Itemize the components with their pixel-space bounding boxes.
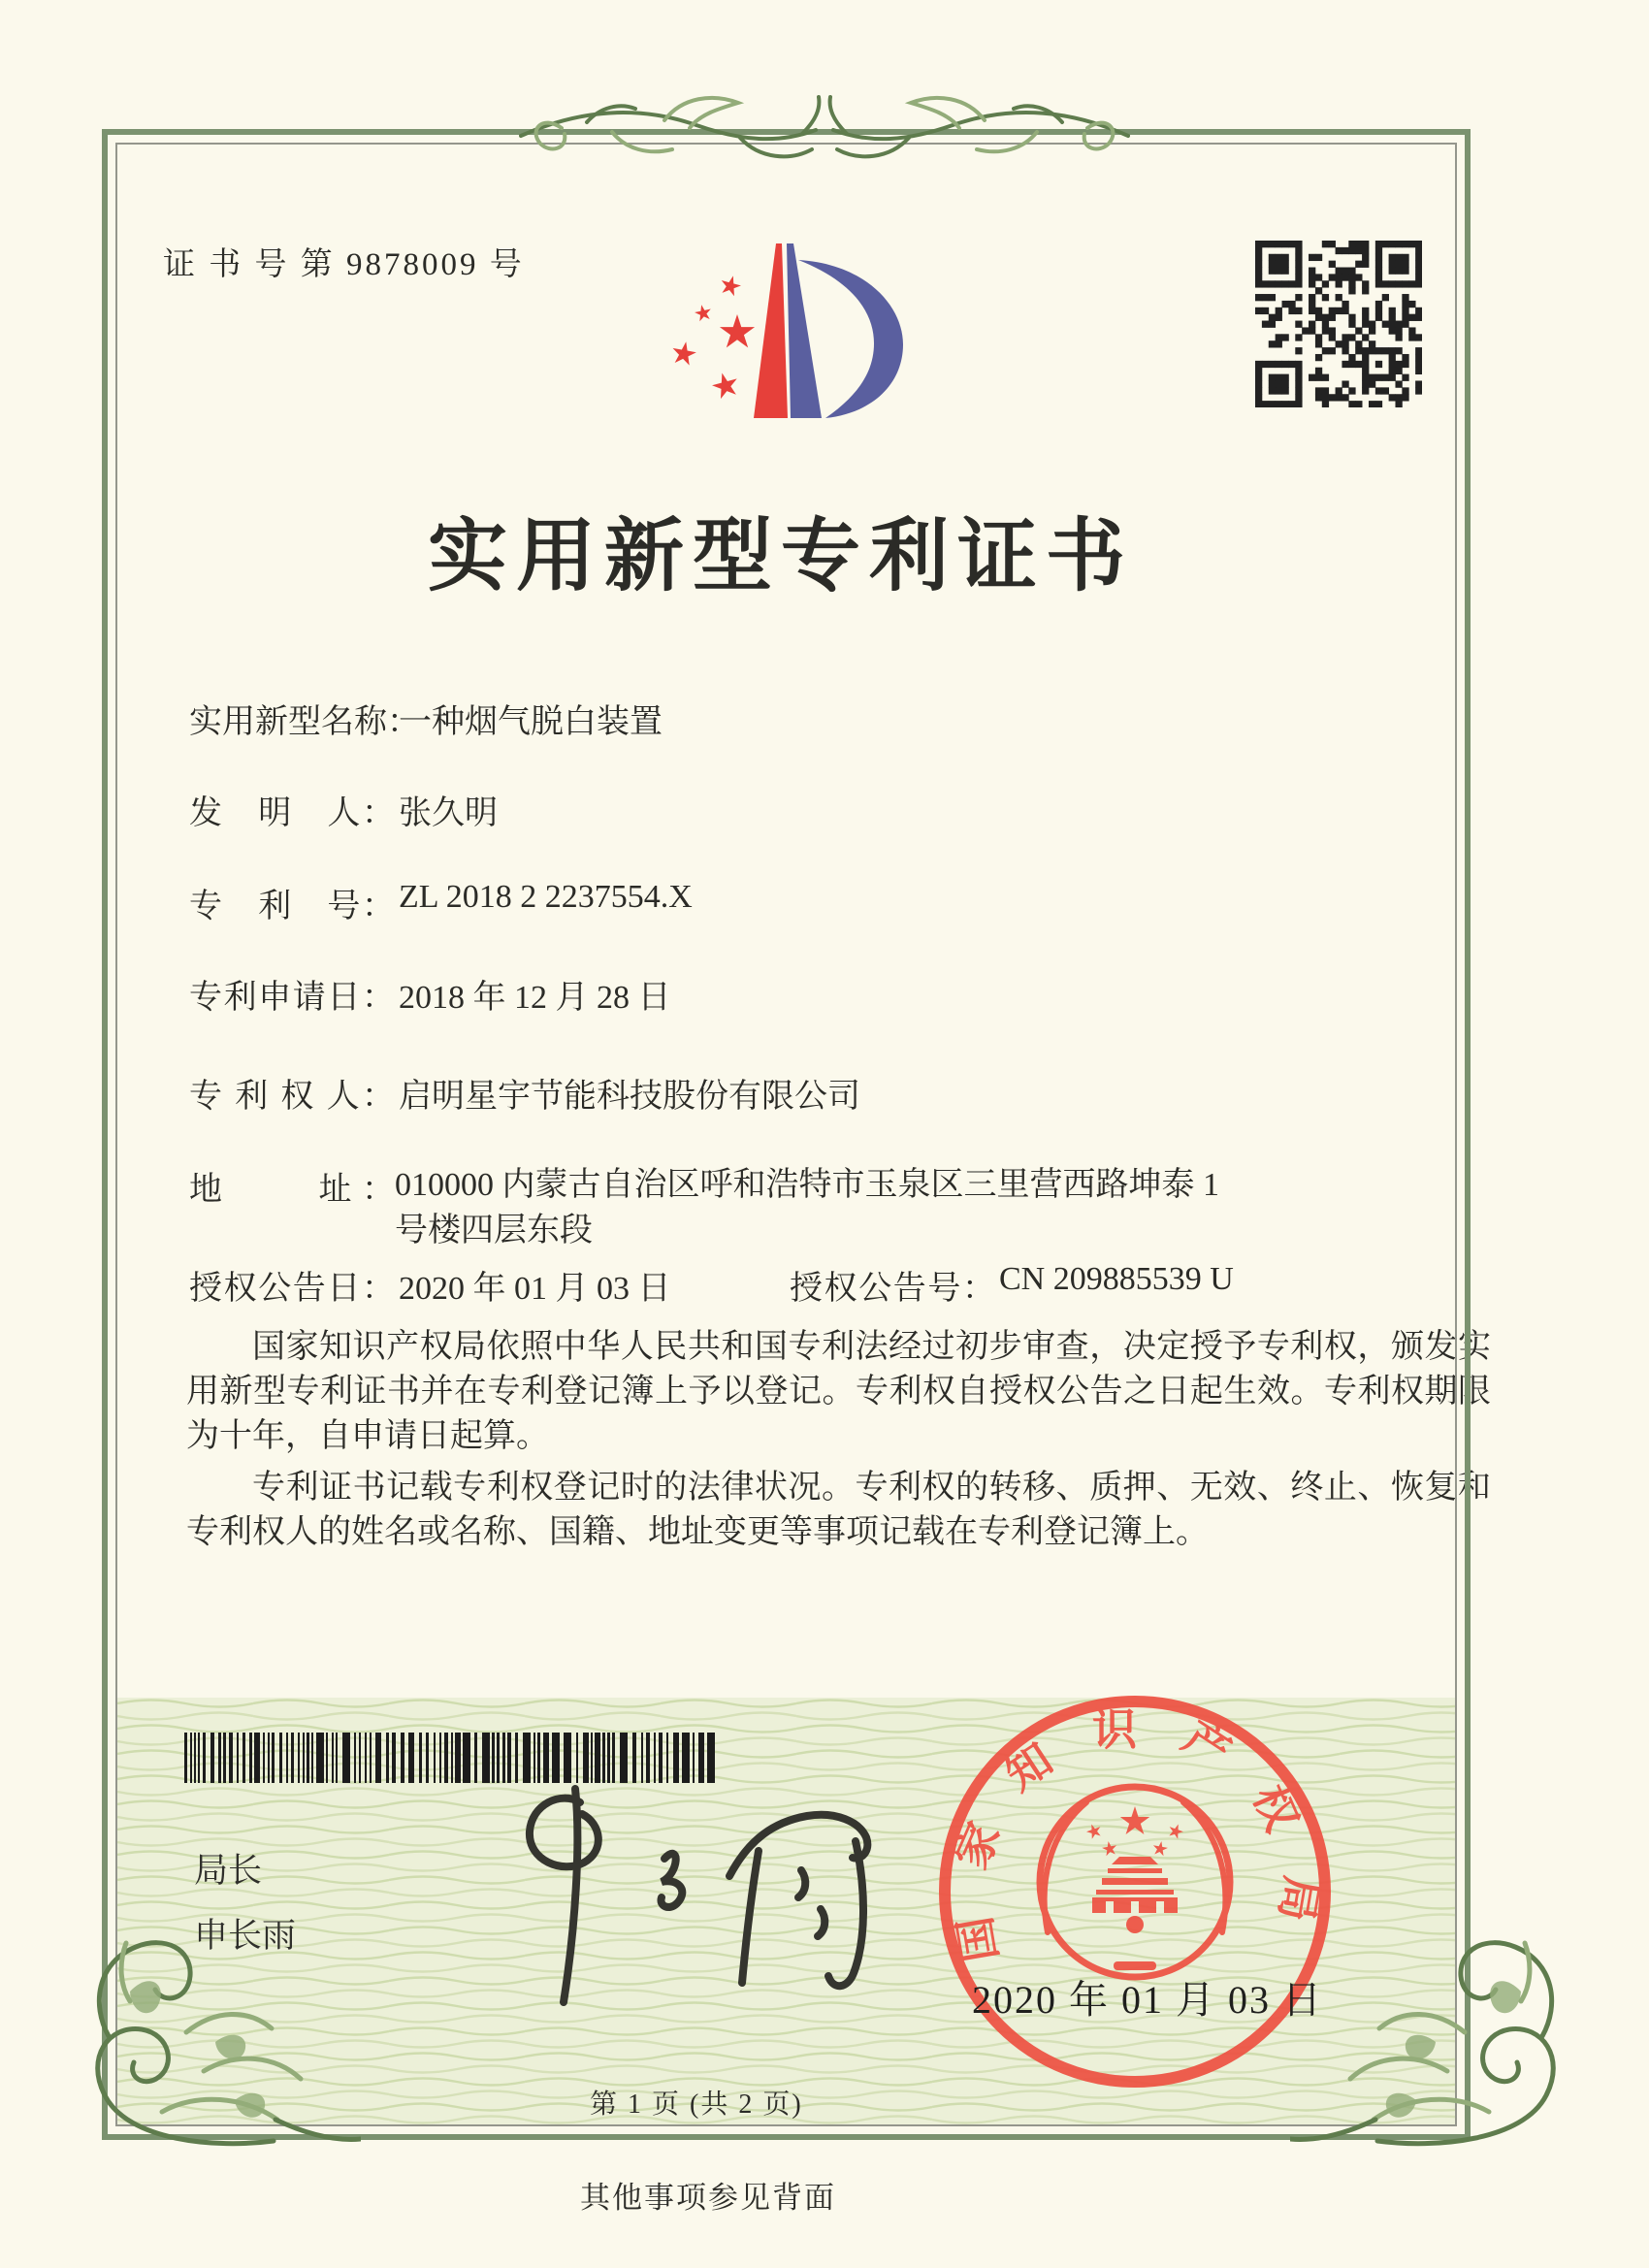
legal-paragraph-1: 国家知识产权局依照中华人民共和国专利法经过初步审查，决定授予专利权，颁发实用新型专利证书并在专利登记簿上予以登记。专利权自授权公告之日起生效。专利权期限为十年，自申请日起算。: [186, 1329, 1491, 1454]
field-label: 专 利 号：: [189, 889, 395, 924]
corner-flourish-bottom-left: [70, 1935, 361, 2158]
field-value: 启明星宇节能科技股份有限公司: [399, 1079, 860, 1115]
field-row-patent-no: [189, 879, 693, 926]
field-value: 2018 年 12 月 28 日: [399, 980, 671, 1016]
field-label: 专 利 权 人：: [189, 1079, 395, 1115]
field-value: 2020 年 01 月 03 日: [399, 1271, 671, 1307]
field-row-filing-date: [189, 970, 671, 1018]
field-label: 授权公告号：: [790, 1271, 995, 1307]
field-label: 地 址：: [189, 1172, 395, 1208]
field-row-address: [189, 1162, 1452, 1253]
field-label: 授权公告日：: [189, 1271, 395, 1307]
address-line1: 010000 内蒙古自治区呼和浩特市玉泉区三里营西路坤泰 1: [395, 1167, 1219, 1203]
field-value: ZL 2018 2 2237554.X: [399, 879, 693, 915]
seal-date: 2020 年 01 月 03 日: [972, 1978, 1323, 2022]
signer-title: 局长: [194, 1852, 263, 1890]
field-label: 发 明 人：: [189, 795, 395, 831]
address-line2: 号楼四层东段: [395, 1213, 593, 1248]
field-row-name: [189, 695, 663, 742]
field-label: 专利申请日：: [189, 980, 395, 1016]
certificate-title: 实用新型专利证书: [427, 512, 1134, 600]
commissioner-signature: [417, 1783, 902, 2016]
cnipa-logo: [635, 231, 926, 435]
national-emblem: [1040, 1787, 1230, 1977]
signer-name: 申长雨: [194, 1917, 297, 1955]
page-number: 第 1 页 (共 2 页): [590, 2090, 803, 2120]
field-value: CN 209885539 U: [999, 1261, 1234, 1297]
field-value: 张久明: [399, 795, 498, 831]
logo-stars: [670, 274, 755, 401]
qr-code: [1255, 241, 1422, 407]
field-row-inventor: [189, 786, 498, 833]
corner-flourish-bottom-right: [1290, 1935, 1581, 2158]
legal-text: [186, 1325, 1491, 1555]
top-flourish-ornament: [519, 89, 1130, 186]
field-row-grant-date: [189, 1261, 671, 1309]
seal-ring-text: 国家知识产权局: [942, 1703, 1328, 1966]
field-row-grant-number: [790, 1261, 1234, 1309]
field-row-patentee: [189, 1069, 860, 1117]
legal-paragraph-2: 专利证书记载专利权登记时的法律状况。专利权的转移、质押、无效、终止、恢复和专利权人的姓名或名称、国籍、地址变更等事项记载在专利登记簿上。: [186, 1470, 1491, 1550]
field-label: 实用新型名称：: [189, 704, 420, 740]
field-value: [395, 1162, 1452, 1253]
field-value: 一种烟气脱白装置: [399, 704, 663, 740]
barcode: [184, 1733, 716, 1783]
certificate-number: 证 书 号 第 9878009 号: [163, 247, 525, 282]
back-note: 其他事项参见背面: [580, 2181, 836, 2215]
official-seal: [922, 1678, 1348, 2105]
